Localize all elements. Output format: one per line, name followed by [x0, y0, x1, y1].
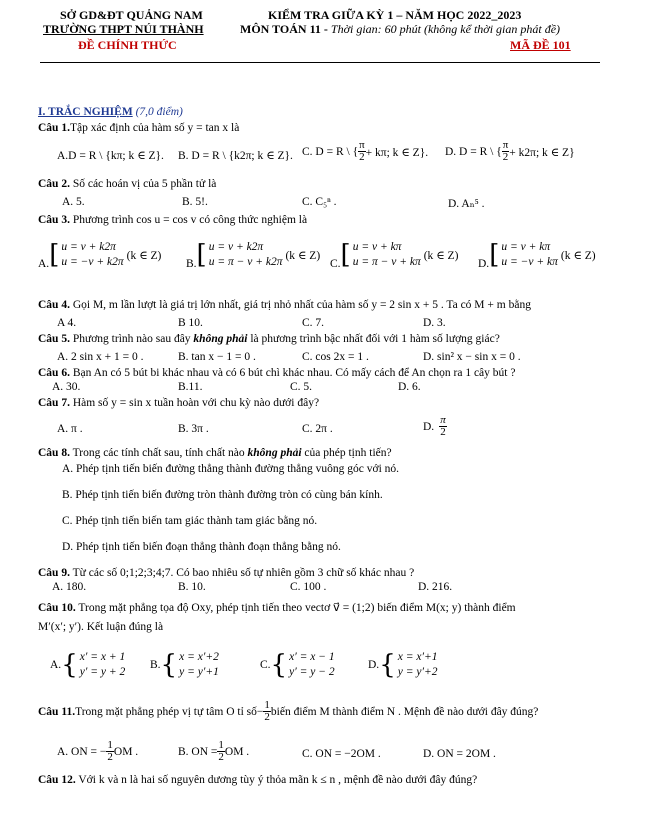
exam-code: MÃ ĐỀ 101 [510, 38, 571, 52]
q4-option-b: B 10. [178, 317, 203, 329]
q3-option-a: A. [ u = v + k2π u = −v + k2π (k ∈ Z) [38, 240, 162, 270]
question-3 [38, 214, 307, 226]
question-text: biến điểm M thành điểm N . Mệnh đề nào dưới đây đúng? [270, 705, 539, 718]
question-7 [38, 397, 319, 409]
option-letter: D. [423, 420, 435, 433]
question-text: Số các hoán vị của 5 phần tử là [69, 178, 217, 190]
option-letter: C. [330, 258, 341, 270]
question-11 [38, 700, 538, 723]
numerator: 1 [218, 739, 224, 751]
option-letter: D. [478, 258, 490, 270]
option-text: + k2π; k ∈ Z} [509, 146, 575, 159]
exam-subtitle [240, 22, 560, 37]
question-text: là phương trình bậc nhất đối với 1 hàm số lượng giác? [247, 333, 500, 345]
question-12 [38, 774, 477, 786]
q8-option-d: D. Phép tịnh tiến biến đoạn thẳng thành đoạn thẳng bằng nó. [62, 541, 341, 553]
q1-option-d [445, 140, 575, 163]
q3-option-b: B. [ u = v + k2π u = π − v + k2π (k ∈ Z) [186, 240, 321, 270]
q10-option-d: D. { x = x′+1 y = y′+2 [368, 650, 438, 680]
question-text: Trong mặt phẳng phép vị tự tâm O tỉ số [75, 705, 257, 718]
numerator: π [502, 139, 509, 151]
option-text: A. ON = − [57, 745, 107, 758]
option-letter: B. [150, 659, 161, 671]
denominator: 2 [359, 151, 365, 163]
option-text: OM . [224, 745, 250, 758]
q4-option-d: D. 3. [423, 317, 446, 329]
q3-option-c: C. [ u = v + kπ u = π − v + kπ (k ∈ Z) [330, 240, 459, 270]
q5-option-b: B. tan x − 1 = 0 . [178, 351, 256, 363]
equation-line: u = v + kπ [352, 241, 402, 253]
denominator: 2 [440, 426, 446, 438]
q6-option-a: A. 30. [52, 381, 81, 393]
numerator: 1 [264, 699, 270, 711]
q5-option-a: A. 2 sin x + 1 = 0 . [57, 351, 144, 363]
denominator: 2 [218, 751, 224, 763]
q7-option-d [423, 415, 447, 438]
fraction [439, 415, 447, 438]
question-text: Bạn An có 5 bút bi khác nhau và có 6 bút chì khác nhau. Có mấy cách để An chọn ra 1 cây bút ? [69, 367, 516, 379]
question-9 [38, 567, 414, 579]
question-label: Câu 6. [38, 367, 70, 379]
option-text: B. ON = [178, 745, 218, 758]
question-label: Câu 2. [38, 178, 70, 190]
q2-option-b: B. 5!. [182, 196, 208, 208]
q10-option-a: A. { x′ = x + 1 y′ = y + 2 [50, 650, 126, 680]
q5-option-c: C. cos 2x = 1 . [302, 351, 369, 363]
question-4 [38, 299, 531, 311]
question-10 [38, 600, 516, 614]
question-label: Câu 7. [38, 397, 70, 409]
question-label: Câu 4. [38, 299, 70, 311]
condition: (k ∈ Z) [285, 250, 321, 262]
equation-line: u = −v + k2π [61, 256, 124, 268]
equation-line: x = x′+1 [397, 651, 438, 663]
equation-line: u = π − v + k2π [208, 256, 283, 268]
q4-option-a: A 4. [57, 317, 77, 329]
q1-option-c [302, 140, 428, 163]
school-department: SỞ GD&ĐT QUẢNG NAM [60, 8, 203, 22]
equation-line: u = −v + kπ [501, 256, 558, 268]
question-6 [38, 367, 515, 379]
equation-line: u = v + k2π [61, 241, 116, 253]
question-label: Câu 3. [38, 214, 70, 226]
question-label: Câu 8. [38, 447, 70, 459]
section-title: I. TRẮC NGHIỆM [38, 106, 133, 118]
question-2 [38, 178, 216, 190]
fraction [106, 740, 114, 763]
question-text: Trong các tính chất sau, tính chất nào [69, 447, 248, 459]
equation-line: y′ = y + 2 [79, 666, 126, 678]
q9-option-d: D. 216. [418, 581, 453, 593]
q11-option-a [57, 740, 138, 763]
condition: (k ∈ Z) [126, 250, 162, 262]
question-label: Câu 5. [38, 333, 70, 345]
q6-option-b: B.11. [178, 381, 203, 393]
equation-line: y = y′+1 [179, 666, 219, 678]
q2-option-d: D. Aₙ⁵ . [448, 198, 485, 210]
condition: (k ∈ Z) [560, 250, 596, 262]
q10-option-b: B. { x = x′+2 y = y′+1 [150, 650, 219, 680]
option-text: + kπ; k ∈ Z}. [365, 146, 429, 159]
question-text: Với k và n là hai số nguyên dương tùy ý thỏa mãn k ≤ n , mệnh đề nào dưới đây đúng? [75, 774, 478, 786]
question-1 [38, 122, 239, 134]
equation-line: x′ = x − 1 [289, 651, 335, 663]
q6-option-d: D. 6. [398, 381, 421, 393]
option-letter: A. [38, 258, 50, 270]
q8-option-a: A. Phép tịnh tiến biến đường thẳng thành đường thẳng vuông góc với nó. [62, 463, 400, 475]
q9-option-a: A. 180. [52, 581, 87, 593]
question-text: Tập xác định của hàm số y = tan x là [69, 122, 240, 134]
q1-option-b: B. D = R \ {k2π; k ∈ Z}. [178, 150, 293, 162]
section-heading [38, 106, 183, 118]
q7-option-b: B. 3π . [178, 423, 209, 435]
fraction [217, 740, 225, 763]
q7-option-c: C. 2π . [302, 423, 333, 435]
equation-line: x = x′+2 [179, 651, 219, 663]
q11-option-d: D. ON = 2OM . [423, 748, 496, 760]
q7-option-a: A. π . [57, 423, 83, 435]
q3-option-d: D. [ u = v + kπ u = −v + kπ (k ∈ Z) [478, 240, 596, 270]
subject: MÔN TOÁN 11 - [240, 22, 331, 36]
equation-line: y = y′+2 [397, 666, 438, 678]
denominator: 2 [107, 751, 113, 763]
header-divider [40, 62, 600, 63]
question-label: Câu 1. [38, 122, 70, 134]
exam-time: Thời gian: 60 phút (không kể thời gian phát đề) [330, 22, 561, 36]
exam-title: KIỂM TRA GIỮA KỲ 1 – NĂM HỌC 2022_2023 [268, 8, 522, 22]
minus-sign: − [256, 705, 264, 718]
fraction [358, 140, 366, 163]
q5-option-d: D. sin² x − sin x = 0 . [423, 351, 521, 363]
question-emphasis: không phải [247, 447, 302, 459]
equation-line: x′ = x + 1 [79, 651, 126, 663]
q9-option-c: C. 100 . [290, 581, 327, 593]
q2-option-c: C. C₅ⁿ . [302, 196, 337, 208]
equation-line: u = v + k2π [208, 241, 264, 253]
numerator: π [440, 414, 446, 426]
condition: (k ∈ Z) [423, 250, 459, 262]
question-text: Phương trình nào sau đây [69, 333, 194, 345]
question-emphasis: không phải [193, 333, 248, 345]
option-letter: A. [50, 659, 62, 671]
q9-option-b: B. 10. [178, 581, 206, 593]
fraction [263, 700, 271, 723]
q11-option-b [178, 740, 249, 763]
q11-option-c: C. ON = −2OM . [302, 748, 381, 760]
q6-option-c: C. 5. [290, 381, 313, 393]
denominator: 2 [264, 711, 270, 723]
question-text: Gọi M, m lần lượt là giá trị lớn nhất, giá trị nhỏ nhất của hàm số y = 2 sin x + 5 . Ta có M + m bằng [69, 299, 531, 311]
fraction [502, 140, 510, 163]
section-points: (7,0 điểm) [132, 106, 183, 118]
question-text: Từ các số 0;1;2;3;4;7. Có bao nhiêu số tự nhiên gồm 3 chữ số khác nhau ? [69, 567, 415, 579]
q1-option-a: A.D = R \ {kπ; k ∈ Z}. [57, 150, 164, 162]
official-label: ĐỀ CHÍNH THỨC [78, 38, 177, 52]
equation-line: u = π − v + kπ [352, 256, 421, 268]
q8-option-c: C. Phép tịnh tiến biến tam giác thành tam giác bằng nó. [62, 515, 318, 527]
school-name: TRƯỜNG THPT NÚI THÀNH [43, 22, 204, 36]
question-label: Câu 9. [38, 567, 70, 579]
option-letter: C. [260, 659, 271, 671]
option-text: OM . [113, 745, 139, 758]
question-label: Câu 11. [38, 705, 76, 718]
question-label: Câu 12. [38, 774, 76, 786]
denominator: 2 [502, 151, 509, 163]
question-5 [38, 333, 500, 345]
equation-line: y′ = y − 2 [289, 666, 335, 678]
equation-line: u = v + kπ [501, 241, 551, 253]
q2-option-a: A. 5. [62, 196, 85, 208]
q8-option-b: B. Phép tịnh tiến biến đường tròn thành đường tròn có cùng bán kính. [62, 489, 383, 501]
q4-option-c: C. 7. [302, 317, 325, 329]
option-text: D. D = R \ { [445, 145, 502, 158]
question-text: Trong mặt phẳng tọa độ Oxy, phép tịnh tiến theo vectơ v⃗ = (1;2) biến điểm M(x; y) thành điểm [75, 602, 516, 614]
option-letter: B. [186, 258, 197, 270]
question-text: Phương trình cos u = cos v có công thức nghiệm là [69, 214, 308, 226]
question-8 [38, 447, 392, 459]
q10-option-c: C. { x′ = x − 1 y′ = y − 2 [260, 650, 335, 680]
question-text: Hàm số y = sin x tuần hoàn với chu kỳ nào dưới đây? [69, 397, 320, 409]
question-text: của phép tịnh tiến? [301, 447, 392, 459]
option-text: C. D = R \ { [302, 145, 359, 158]
numerator: π [359, 139, 365, 151]
question-10-line-2: M′(x′; y′). Kết luận đúng là [38, 621, 164, 633]
question-label: Câu 10. [38, 602, 76, 614]
numerator: 1 [107, 739, 113, 751]
option-letter: D. [368, 659, 380, 671]
